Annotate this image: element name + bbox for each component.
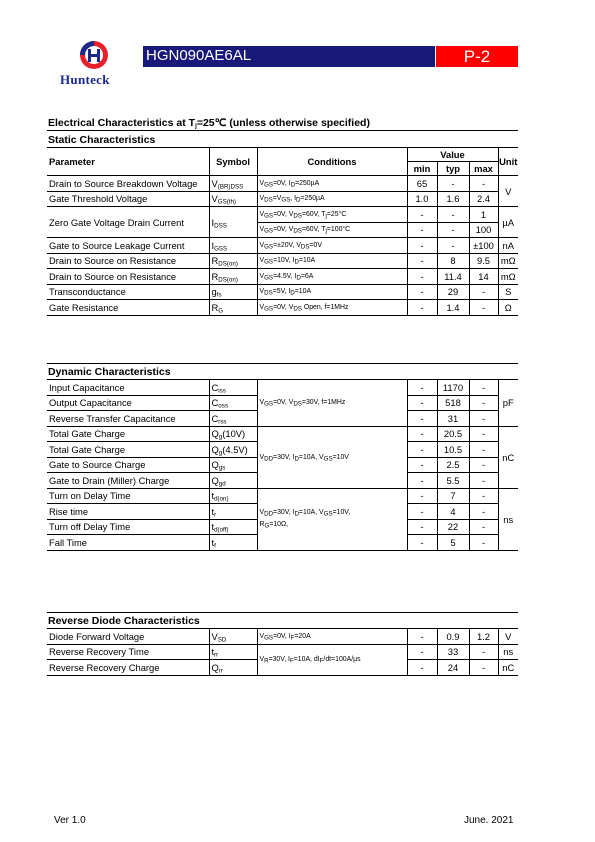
min-cell: -: [407, 300, 437, 316]
conditions-cell: $V_{DD}=30V$, $I_D=10A$, $V_{GS}=10V$: [257, 426, 407, 488]
max-cell: 9.5: [469, 253, 498, 269]
symbol-cell: $R_{DS(on)}$: [209, 253, 257, 269]
parameter-cell: Gate Threshold Voltage: [47, 191, 209, 207]
conditions-cell: $V_{GS}=4.5V$, $I_D=6A$: [257, 269, 407, 285]
table-row: [47, 284, 518, 300]
conditions-cell: $V_{GS}=0V$, $I_F=20A$: [257, 629, 407, 645]
min-cell: -: [407, 488, 437, 504]
min-cell: -: [407, 284, 437, 300]
parameter-cell: Gate to Source Leakage Current: [47, 238, 209, 254]
max-cell: 100: [469, 222, 498, 238]
max-cell: 1.2: [469, 629, 498, 645]
symbol-cell: $t_f$: [209, 535, 257, 551]
typ-cell: 31: [437, 411, 469, 427]
max-cell: -: [469, 395, 498, 411]
min-cell: -: [407, 629, 437, 645]
brand-name: Hunteck: [60, 72, 110, 87]
diode-rule: [47, 612, 518, 613]
min-cell: -: [407, 395, 437, 411]
part-number: HGN090AE6AL: [146, 47, 252, 64]
max-cell: -: [469, 644, 498, 660]
parameter-cell: Output Capacitance: [47, 395, 209, 411]
conditions-cell: $V_{GS}=0V$, $V_{DS}=60V$, $T_j=100^\circ C$: [257, 222, 407, 238]
conditions-cell: $V_{GS}=0V$, $I_D=250\mu A$: [257, 176, 407, 192]
conditions-cell: $V_{GS}=0V$, $V_{DS}=30V$, f=1MHz: [257, 380, 407, 427]
table-row: [47, 176, 518, 192]
typ-cell: 29: [437, 284, 469, 300]
max-cell: -: [469, 488, 498, 504]
table-row: [47, 269, 518, 285]
max-cell: 14: [469, 269, 498, 285]
parameter-cell: Fall Time: [47, 535, 209, 551]
unit-cell: mΩ: [498, 253, 518, 269]
min-cell: -: [407, 426, 437, 442]
table-row: [47, 488, 518, 504]
unit-cell: nC: [498, 660, 518, 676]
max-cell: 1: [469, 207, 498, 223]
max-cell: 2.4: [469, 191, 498, 207]
max-cell: -: [469, 473, 498, 489]
typ-cell: 1170: [437, 380, 469, 396]
parameter-cell: Reverse Recovery Charge: [47, 660, 209, 676]
parameter-cell: Drain to Source on Resistance: [47, 269, 209, 285]
parameter-cell: Turn on Delay Time: [47, 488, 209, 504]
min-cell: -: [407, 535, 437, 551]
typ-cell: 4: [437, 504, 469, 520]
min-cell: -: [407, 238, 437, 254]
max-cell: -: [469, 380, 498, 396]
table-row: [47, 207, 518, 223]
max-cell: -: [469, 535, 498, 551]
typ-cell: 24: [437, 660, 469, 676]
symbol-cell: $Q_g(10V)$: [209, 426, 257, 442]
symbol-cell: $V_{(BR)DSS}$: [209, 176, 257, 192]
parameter-cell: Rise time: [47, 504, 209, 520]
symbol-cell: $g_{fs}$: [209, 284, 257, 300]
symbol-cell: $V_{SD}$: [209, 629, 257, 645]
parameter-cell: Total Gate Charge: [47, 426, 209, 442]
min-cell: -: [407, 380, 437, 396]
symbol-cell: $t_{d(off)}$: [209, 519, 257, 535]
typ-cell: 7: [437, 488, 469, 504]
symbol-cell: $Q_g(4.5V)$: [209, 442, 257, 458]
symbol-cell: $C_{oss}$: [209, 395, 257, 411]
typ-cell: 518: [437, 395, 469, 411]
min-cell: -: [407, 660, 437, 676]
table-row: [47, 629, 518, 645]
conditions-cell: $V_{DS}=5V$, $I_D=10A$: [257, 284, 407, 300]
typ-cell: 5: [437, 535, 469, 551]
unit-cell: mΩ: [498, 269, 518, 285]
col-unit: Unit: [498, 148, 518, 176]
max-cell: -: [469, 457, 498, 473]
typ-cell: 11.4: [437, 269, 469, 285]
min-cell: -: [407, 269, 437, 285]
static-table: [47, 147, 518, 316]
max-cell: -: [469, 284, 498, 300]
conditions-cell: $V_{GS}=\pm 20V$, $V_{DS}=0V$: [257, 238, 407, 254]
table-row: [47, 191, 518, 207]
conditions-cell: $V_{GS}=0V$, $V_{DS}=60V$, $T_j=25^\circ C$: [257, 207, 407, 223]
min-cell: -: [407, 644, 437, 660]
unit-cell: nA: [498, 238, 518, 254]
unit-cell: V: [498, 629, 518, 645]
typ-cell: 33: [437, 644, 469, 660]
typ-cell: -: [437, 238, 469, 254]
static-heading: Static Characteristics: [48, 134, 156, 146]
typ-cell: 8: [437, 253, 469, 269]
diode-heading: Reverse Diode Characteristics: [48, 615, 200, 627]
parameter-cell: Gate Resistance: [47, 300, 209, 316]
parameter-cell: Drain to Source Breakdown Voltage: [47, 176, 209, 192]
min-cell: 1.0: [407, 191, 437, 207]
table-row: [47, 253, 518, 269]
typ-cell: -: [437, 207, 469, 223]
dynamic-heading: Dynamic Characteristics: [48, 366, 171, 378]
min-cell: 65: [407, 176, 437, 192]
table-row: [47, 380, 518, 396]
symbol-cell: $V_{GS(th)}$: [209, 191, 257, 207]
min-cell: -: [407, 473, 437, 489]
col-parameter: Parameter: [47, 148, 209, 176]
parameter-cell: Diode Forward Voltage: [47, 629, 209, 645]
min-cell: -: [407, 442, 437, 458]
typ-cell: 1.6: [437, 191, 469, 207]
diode-table: [47, 628, 518, 676]
electrical-characteristics-title: Electrical Characteristics at $T_j=25℃$ (unless otherwise specified): [48, 117, 370, 130]
parameter-cell: Reverse Transfer Capacitance: [47, 411, 209, 427]
version: Ver 1.0: [54, 815, 86, 826]
unit-cell: V: [498, 176, 518, 207]
symbol-cell: $t_{rr}$: [209, 644, 257, 660]
title-rule: [47, 130, 518, 131]
min-cell: -: [407, 457, 437, 473]
col-typ: typ: [437, 162, 469, 176]
table-row: [47, 426, 518, 442]
symbol-cell: $I_{GSS}$: [209, 238, 257, 254]
symbol-cell: $Q_{gd}$: [209, 473, 257, 489]
min-cell: -: [407, 411, 437, 427]
table-row: [47, 300, 518, 316]
max-cell: -: [469, 426, 498, 442]
min-cell: -: [407, 222, 437, 238]
unit-cell: ns: [498, 488, 518, 550]
unit-cell: ns: [498, 644, 518, 660]
max-cell: -: [469, 176, 498, 192]
typ-cell: 22: [437, 519, 469, 535]
parameter-cell: Reverse Recovery Time: [47, 644, 209, 660]
col-min: min: [407, 162, 437, 176]
max-cell: -: [469, 442, 498, 458]
symbol-cell: $C_{rss}$: [209, 411, 257, 427]
typ-cell: 1.4: [437, 300, 469, 316]
unit-cell: pF: [498, 380, 518, 427]
max-cell: -: [469, 519, 498, 535]
min-cell: -: [407, 504, 437, 520]
max-cell: ±100: [469, 238, 498, 254]
conditions-cell: $V_R=30V$, $I_F=10A$, $dI_F/dt=100A/\mu s$: [257, 644, 407, 675]
unit-cell: µA: [498, 207, 518, 238]
typ-cell: 5.5: [437, 473, 469, 489]
typ-cell: 20.5: [437, 426, 469, 442]
col-symbol: Symbol: [209, 148, 257, 176]
symbol-cell: $C_{iss}$: [209, 380, 257, 396]
symbol-cell: $R_G$: [209, 300, 257, 316]
parameter-cell: Gate to Source Charge: [47, 457, 209, 473]
min-cell: -: [407, 519, 437, 535]
typ-cell: -: [437, 176, 469, 192]
dynamic-table: [47, 379, 518, 551]
unit-cell: nC: [498, 426, 518, 488]
parameter-cell: Input Capacitance: [47, 380, 209, 396]
unit-cell: Ω: [498, 300, 518, 316]
table-row: [47, 644, 518, 660]
max-cell: -: [469, 411, 498, 427]
parameter-cell: Gate to Drain (Miller) Charge: [47, 473, 209, 489]
dynamic-rule: [47, 363, 518, 364]
symbol-cell: $t_r$: [209, 504, 257, 520]
max-cell: -: [469, 660, 498, 676]
symbol-cell: $Q_{gs}$: [209, 457, 257, 473]
parameter-cell: Transconductance: [47, 284, 209, 300]
typ-cell: 0.9: [437, 629, 469, 645]
col-max: max: [469, 162, 498, 176]
date: June. 2021: [464, 815, 514, 826]
table-row: [47, 238, 518, 254]
conditions-cell: $V_{GS}=10V$, $I_D=10A$: [257, 253, 407, 269]
parameter-cell: Total Gate Charge: [47, 442, 209, 458]
unit-cell: S: [498, 284, 518, 300]
col-value: Value: [407, 148, 498, 162]
typ-cell: 2.5: [437, 457, 469, 473]
max-cell: -: [469, 504, 498, 520]
parameter-cell: Turn off Delay Time: [47, 519, 209, 535]
typ-cell: 10.5: [437, 442, 469, 458]
parameter-cell: Zero Gate Voltage Drain Current: [47, 207, 209, 238]
symbol-cell: $Q_{rr}$: [209, 660, 257, 676]
conditions-cell: $V_{DD}=30V$, $I_D=10A$, $V_{GS}=10V$, $R_G=10\Omega$,: [257, 488, 407, 550]
conditions-cell: $V_{DS}=V_{GS}$, $I_D=250\mu A$: [257, 191, 407, 207]
min-cell: -: [407, 253, 437, 269]
parameter-cell: Drain to Source on Resistance: [47, 253, 209, 269]
min-cell: -: [407, 207, 437, 223]
symbol-cell: $t_{d(on)}$: [209, 488, 257, 504]
symbol-cell: $R_{DS(on)}$: [209, 269, 257, 285]
typ-cell: -: [437, 222, 469, 238]
col-conditions: Conditions: [257, 148, 407, 176]
max-cell: -: [469, 300, 498, 316]
page-number: P-2: [463, 47, 491, 66]
conditions-cell: $V_{GS}=0V$, $V_{DS}$ Open, f=1MHz: [257, 300, 407, 316]
symbol-cell: $I_{DSS}$: [209, 207, 257, 238]
